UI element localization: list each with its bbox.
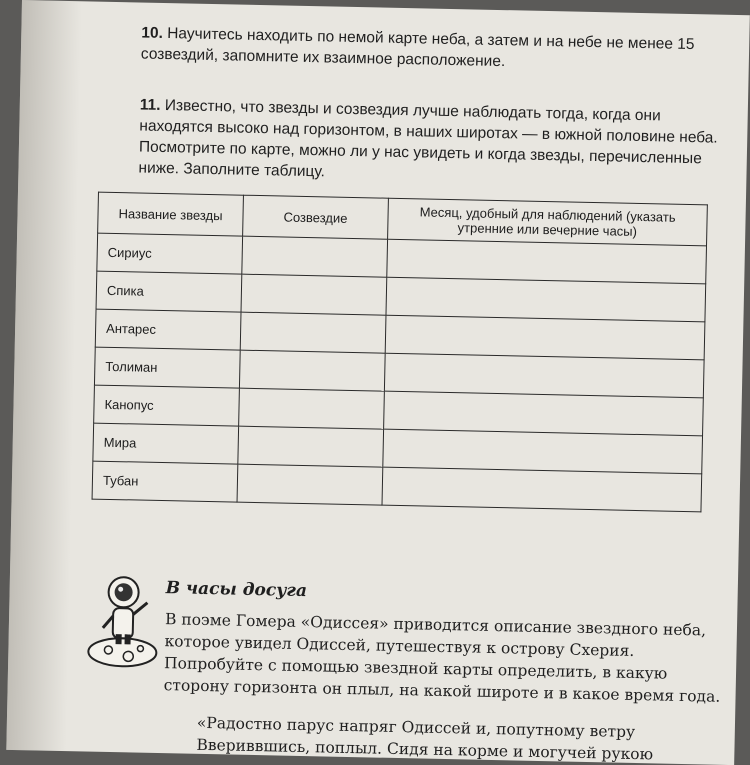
odyssey-quote: «Радостно парус напряг Одиссей и, попутному ветру Ввериввшись, поплыл. Сидя на корме и могучей рукою	[196, 713, 654, 764]
constellation-cell[interactable]	[237, 464, 383, 505]
star-name: Канопус	[94, 385, 240, 426]
star-name: Тубан	[92, 461, 238, 502]
astronaut-mascot-icon	[82, 569, 162, 671]
month-cell[interactable]	[384, 353, 704, 398]
constellation-cell[interactable]	[241, 274, 387, 315]
header-constellation: Созвездие	[243, 195, 389, 239]
month-cell[interactable]	[387, 239, 707, 284]
task-11	[138, 94, 730, 190]
star-name: Сириус	[97, 233, 243, 274]
task-10-number: 10.	[141, 24, 164, 42]
star-name: Спика	[96, 271, 242, 312]
month-cell[interactable]	[386, 277, 706, 322]
leisure-section-title: В часы досуга	[165, 578, 308, 602]
constellation-cell[interactable]	[239, 388, 385, 429]
constellation-cell[interactable]	[242, 236, 388, 277]
header-star-name: Название звезды	[98, 192, 244, 236]
leisure-text: В поэме Гомера «Одиссея» приводится описание звездного неба, которое увидел Одиссей, путешествуя к острову Схерия. Попробуйте с помощью звездной карты определить, в какую сторону горизонта он плыл, на какой широте и в какое время года.	[163, 610, 721, 706]
month-cell[interactable]	[383, 429, 703, 474]
workbook-page	[6, 0, 750, 765]
page-shadow	[6, 0, 82, 751]
constellation-cell[interactable]	[239, 350, 385, 391]
task-10	[141, 23, 732, 77]
task-11-text: Известно, что звезды и созвездия лучше наблюдать тогда, когда они находятся высоко над горизонтом, в наших широтах — в южной половине неба. Посмотрите по карте, можно ли у нас увидеть и когда звезды, перечисленные ниже. Заполните таблицу.	[138, 97, 718, 181]
constellation-cell[interactable]	[238, 426, 384, 467]
task-11-number: 11.	[139, 96, 161, 114]
star-name: Антарес	[95, 309, 241, 350]
constellation-cell[interactable]	[240, 312, 386, 353]
star-name: Толиман	[94, 347, 240, 388]
month-cell[interactable]	[385, 315, 705, 360]
star-name: Мира	[93, 423, 239, 464]
header-month: Месяц, удобный для наблюдений (указать утренние или вечерние часы)	[388, 198, 708, 246]
stars-table	[92, 192, 708, 513]
task-10-text: Научитесь находить по немой карте неба, а затем и на небе не менее 15 созвездий, запомните их взаимное расположение.	[140, 25, 695, 71]
month-cell[interactable]	[382, 467, 702, 512]
month-cell[interactable]	[384, 391, 704, 436]
